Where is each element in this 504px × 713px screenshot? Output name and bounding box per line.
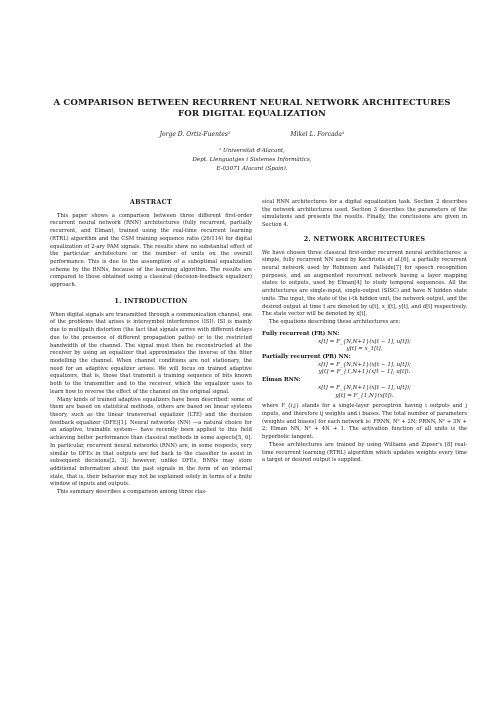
right-paragraph-3: The equations describing these architectures are: xyxy=(269,319,401,326)
equation-fr-2: y[t] = x_1[t]. xyxy=(346,346,383,353)
abstract-heading: ABSTRACT xyxy=(129,198,173,206)
right-column xyxy=(262,199,467,465)
introduction-heading: 1. INTRODUCTION xyxy=(114,296,188,305)
partially-recurrent-heading: Partially recurrent (PR) NN: xyxy=(262,353,351,360)
affiliation-line-3: E-03071 Alacant (Spain). xyxy=(216,166,288,173)
affiliation-line-1: ¹ Universitat d'Alacant, xyxy=(219,148,285,154)
equation-elman-1: x[t] = F_{N,N+1}(x[t − 1], u[t]); xyxy=(318,384,411,391)
affiliation xyxy=(40,147,464,175)
title-line-1: A COMPARISON BETWEEN RECURRENT NEURAL NETWORK ARCHITECTURES xyxy=(53,98,451,108)
left-column xyxy=(50,199,252,497)
equation-pr-2: y[t] = F_{1,N+1}(x[t − 1], u[t]). xyxy=(318,369,411,376)
title-line-2: FOR DIGITAL EQUALIZATION xyxy=(177,109,326,119)
right-paragraph-5: These architectures are trained by using Williams and Zipser's [8] real-time recurrent learning (RTRL) algorithm which updates weights every time a target or desired output is supplied. xyxy=(262,441,467,464)
abstract-text: This paper shows a comparison between three different first-order recurrent neural network (RNN) architectures (fully recurrent, partially recurrent, and Elman), trained using the real-time recurrent learning (RTRL) algorithm and the CSM training sequence ratio (26/114) for digital equalization of 2-ary PAM signals. The results show no substantial effect of the particular architecture or the number of units on the overall performance. This is due to the assumption of a suboptimal equalization scheme by the RNNs, because of the learning algorithm. The results are compared to those obtained using a classical (decision-feedback equalizer) approach. xyxy=(50,212,252,289)
introduction-paragraph-3: This summary describes a comparison among three clas- xyxy=(57,489,207,496)
fully-recurrent-heading: Fully recurrent (FR) NN: xyxy=(262,330,340,337)
affiliation-line-2: Dept. Llenguatges i Sistemes Informàtics, xyxy=(192,157,312,164)
paper-title xyxy=(20,98,484,120)
introduction-paragraph-2: Many kinds of trained adaptive equalizers have been described: some of them are based on statistical methods, others are based on linear systems theory, such as the linear transversal equalizer (LTE) and the decision feedback equalizer (DFE)[1]. Neural networks (NN) —a natural choice for an adaptive, trainable system— have recently been applied to this field achieving better performance than classical methods in some aspects[5, 6]. In particular, recurrent neural networks (RNN) are, in some respects, very similar to DFEs in that outputs are fed back to the classifier to assist in subsequent decisions[2, 3]; however, unlike DFEs, RNNs may store additional information about the past signals in the form of an internal state, that is, their behavior may not be explained solely in terms of a finite window of inputs and outputs. xyxy=(50,396,252,488)
right-paragraph-1: sical RNN architectures for a digital equalization task. Section 2 describes the network architectures used. Section 3 describes the parameters of the simulations and presents the results. Finally, the conclusions are given in Section 4. xyxy=(262,199,467,229)
equation-pr-1: x[t] = F_{N,N+1}(x[t − 1], u[t]); xyxy=(318,361,411,368)
right-paragraph-4: where F_{i,j} stands for a single-layer perceptron having i outputs and j inputs, and therefore ij weights and i biases. The total number of parameters (weights and biases) for each network is: FRNN, N² + 2N; PRNN, N² + 3N + 2; Elman NN, N² + 4N + 1. The activation function of all units is the hyperbolic tangent. xyxy=(262,403,467,441)
author-list xyxy=(40,131,464,138)
author-2: Mikel L. Forcada¹ xyxy=(290,131,345,138)
elman-heading: Elman RNN: xyxy=(262,377,301,384)
architectures-heading: 2. NETWORK ARCHITECTURES xyxy=(303,234,426,243)
equation-fr-1: x[t] = F_{N,N+1}(x[t − 1], u[t]); xyxy=(318,338,411,345)
author-1: Jorge D. Ortiz-Fuentes¹ xyxy=(159,131,231,138)
equation-elman-2: y[t] = F_{1,N}(x[t]). xyxy=(335,392,394,399)
introduction-paragraph-1: When digital signals are transmitted through a communication channel, one of the problems that arises is intersymbol interference (ISI). ISI is mainly due to multipath distortion (the fact that signals arrive with different delays due to the presence of different propagation paths) or to the restricted bandwidth of the channel. The signal must then be reconstructed at the receiver by using an equalizer that approximates the inverse of the filter modelling the channel. When channel conditions are not stationary, the need for an adaptive equalizer arises. We will focus on trained adaptive equalizers, that is, those that transmit a training sequence of bits known both to the transmitter and to the receiver, which the equalizer uses to learn how to reverse the effect of the channel on the original signal. xyxy=(50,311,252,395)
right-paragraph-2: We have chosen three classical first-order recurrent neural architectures: a simple, fully recurrent NN used by Kechriotis et al.[6], a partially recurrent neural network used by Robinson and Fallside[7] for speech recognition purposes, and an augmented recurrent network having a layer mapping states to outputs, used by Elman[4] to study temporal sequences. All the architectures are single-input, single-output (SISC) and have N hidden state units. The input, the state of the i-th hidden unit, the network output, and the desired output at time t are denoted by u[t], x_i[t], y[t], and d[t] respectively. The state vector will be denoted by x[t]. xyxy=(262,249,467,318)
